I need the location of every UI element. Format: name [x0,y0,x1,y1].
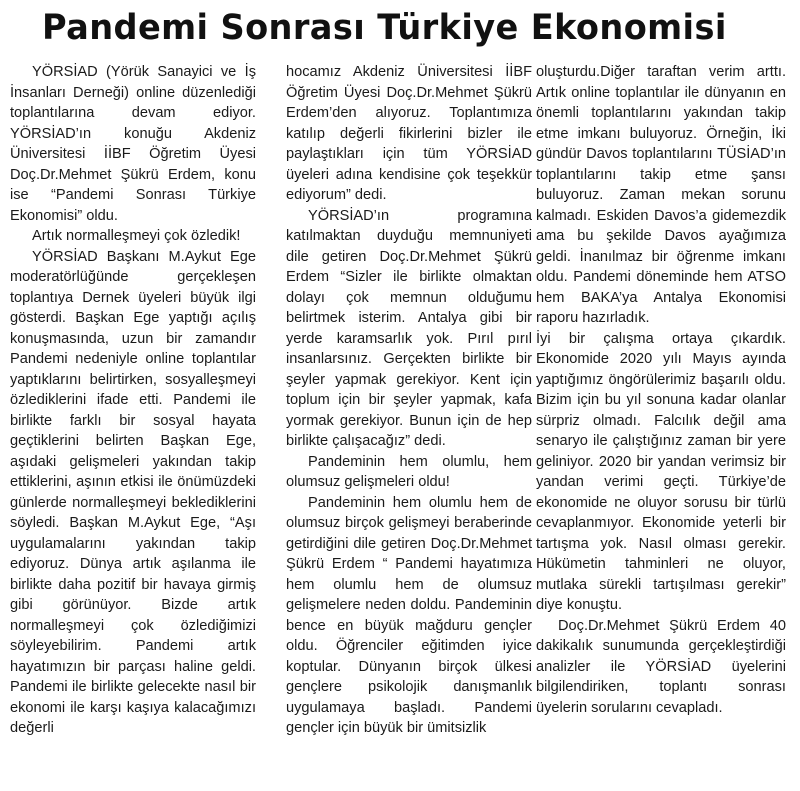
paragraph-president-speech: YÖRSİAD Başkanı M.Aykut Ege moderatörlüğünde gerçekleşen toplantıya Dernek üyeleri büyük ilgi gösterdi. Başkan Ege yaptığı açılış konuşmasında, uzun bir zamandır Pandemi nedeniyle online toplantılar yaptıklarını belirtirken, sosyalleşmeyi özlediklerini ifade etti. Pandemi ile birlikte farklı bir sosyal hayata geçtiklerini belirten Başkan Ege, aşıdaki gelişmeleri yakından takip ettiklerini, aşının etkisi ile önümüzdeki günlerde normalleşmeyi beklediklerini söyledi. Başkan M.Aykut Ege, “Aşı uygulamalarını yakından takip ediyoruz. Dünya artık aşılanma ile birlikte daha pozitif bir havaya girmiş gibi görünüyor. Bizde artık normalleşmeyi çok özlediğimizi söyleyebilirim. Pandemi artık hayatımızın bir parçası haline geldi. Pandemi ile birlikte gelecekte nasıl bir ekonomi ile karşı kaşıya kalacağımızı değerli [10,248,256,736]
paragraph-closing: Doç.Dr.Mehmet Şükrü Erdem 40 dakikalık sunumunda gerçekleştirdiği analizler ile YÖRSİAD üyelerini bilgilendiriken, toplantı sonrası üyelerin sorularını cevapladı. [536,617,786,716]
article-body [10,62,790,784]
subheading-normalization: Artık normalleşmeyi çok özledik! [32,228,241,244]
paragraph-continuation: hocamız Akdeniz Üniversitesi İİBF Öğretim Üyesi Doç.Dr.Mehmet Şükrü Erdem’den alıyoruz. Toplantımıza katılıp değerli fikirlerini bizler ile paylaştıkları için tüm YÖRSİAD üyeleri adına kendisine çok teşekkür ediyorum” dedi. [286,64,532,203]
paragraph-intro: YÖRSİAD (Yörük Sanayici ve İş İnsanları Derneği) online düzenlediği toplantılarına devam ediyor. YÖRSİAD’ın konuğu Akdeniz Üniversitesi İİBF Öğretim Üyesi Doç.Dr.Mehmet Şükrü Erdem, konu ise “Pandemi Sonrası Türkiye Ekonomisi” oldu. [10,64,256,224]
subheading-pandemic-effects: Pandeminin hem olumlu, hem olumsuz gelişmeleri oldu! [286,453,532,490]
article-column-3 [536,62,786,784]
paragraph-guest-speech: YÖRSİAD’ın programına katılmaktan duyduğu memnuniyeti dile getiren Doç.Dr.Mehmet Şükrü Erdem “Sizler ile birlikte olmaktan dolayı çok memnun olduğumu belirtmek isterim. Antalya gibi bir yerde karamsarlık yok. Pırıl pırıl insanlarsınız. Gerçekten birlikte bir şeyler yapmak gerekiyor. Kent için toplum için bir şeyler yapmak, kafa yormak gerekiyor. Bunun için de hep birlikte çalışacağız” dedi. [286,207,532,449]
paragraph-pandemic-effects: Pandeminin hem olumlu hem de olumsuz birçok gelişmeyi beraberinde getirdiğini dile getiren Doç.Dr.Mehmet Şükrü Erdem “ Pandemi hayatımıza hem olumlu hem de olumsuz gelişmelere neden doldu. Pandeminin bence en büyük mağduru gençler oldu. Öğrenciler eğitimden iyice koptular. Dünyanın birçok ülkesi gençlere psikolojik danışmanlık uygulamaya başladı. Pandemi gençler için büyük bir ümitsizlik [286,494,532,736]
article-column-2 [286,62,532,784]
article-headline: Pandemi Sonrası Türkiye Ekonomisi [42,8,727,48]
article-column-1 [10,62,256,784]
paragraph-online-meetings: oluşturdu.Diğer taraftan verim arttı. Artık online toplantılar ile dünyanın en önemli toplantılarını yakından takip etme imkanı buluyoruz. Örneğin, İki gündür Davos toplantılarını TÜSİAD’ın toplantılarını takip etme şansı buluyoruz. Zaman mekan sorunu kalmadı. Eskiden Davos’a gidemezdik ama bu şekilde Davos ayağımıza geldi. İnanılmaz bir öğrenme imkanı oldu. Pandemi döneminde hem ATSO hem BAKA’ya Antalya Ekonomisi raporu hazırladık. [536,64,786,326]
paragraph-economy-forecast: İyi bir çalışma ortaya çıkardık. Ekonomide 2020 yılı Mayıs ayında yaptığımız öngörülerimiz başarılı oldu. Bizim için bu yıl sonuna kadar olanlar sürpriz olmadı. Falcılık değil ama senaryo ile çalıştığınız zaman bir yere geliniyor. 2020 bir yandan verimsiz bir yandan verimi geçti. Türkiye’de ekonomide ne oluyor sorusu bir türlü cevaplanmıyor. Ekonomide yeterli bir tartışma yok. Nasıl olması gerekir. Hükümetin tahminleri ne oluyor, mutlaka sürekli tartışılması gerekir” diye konuştu. [536,330,786,613]
